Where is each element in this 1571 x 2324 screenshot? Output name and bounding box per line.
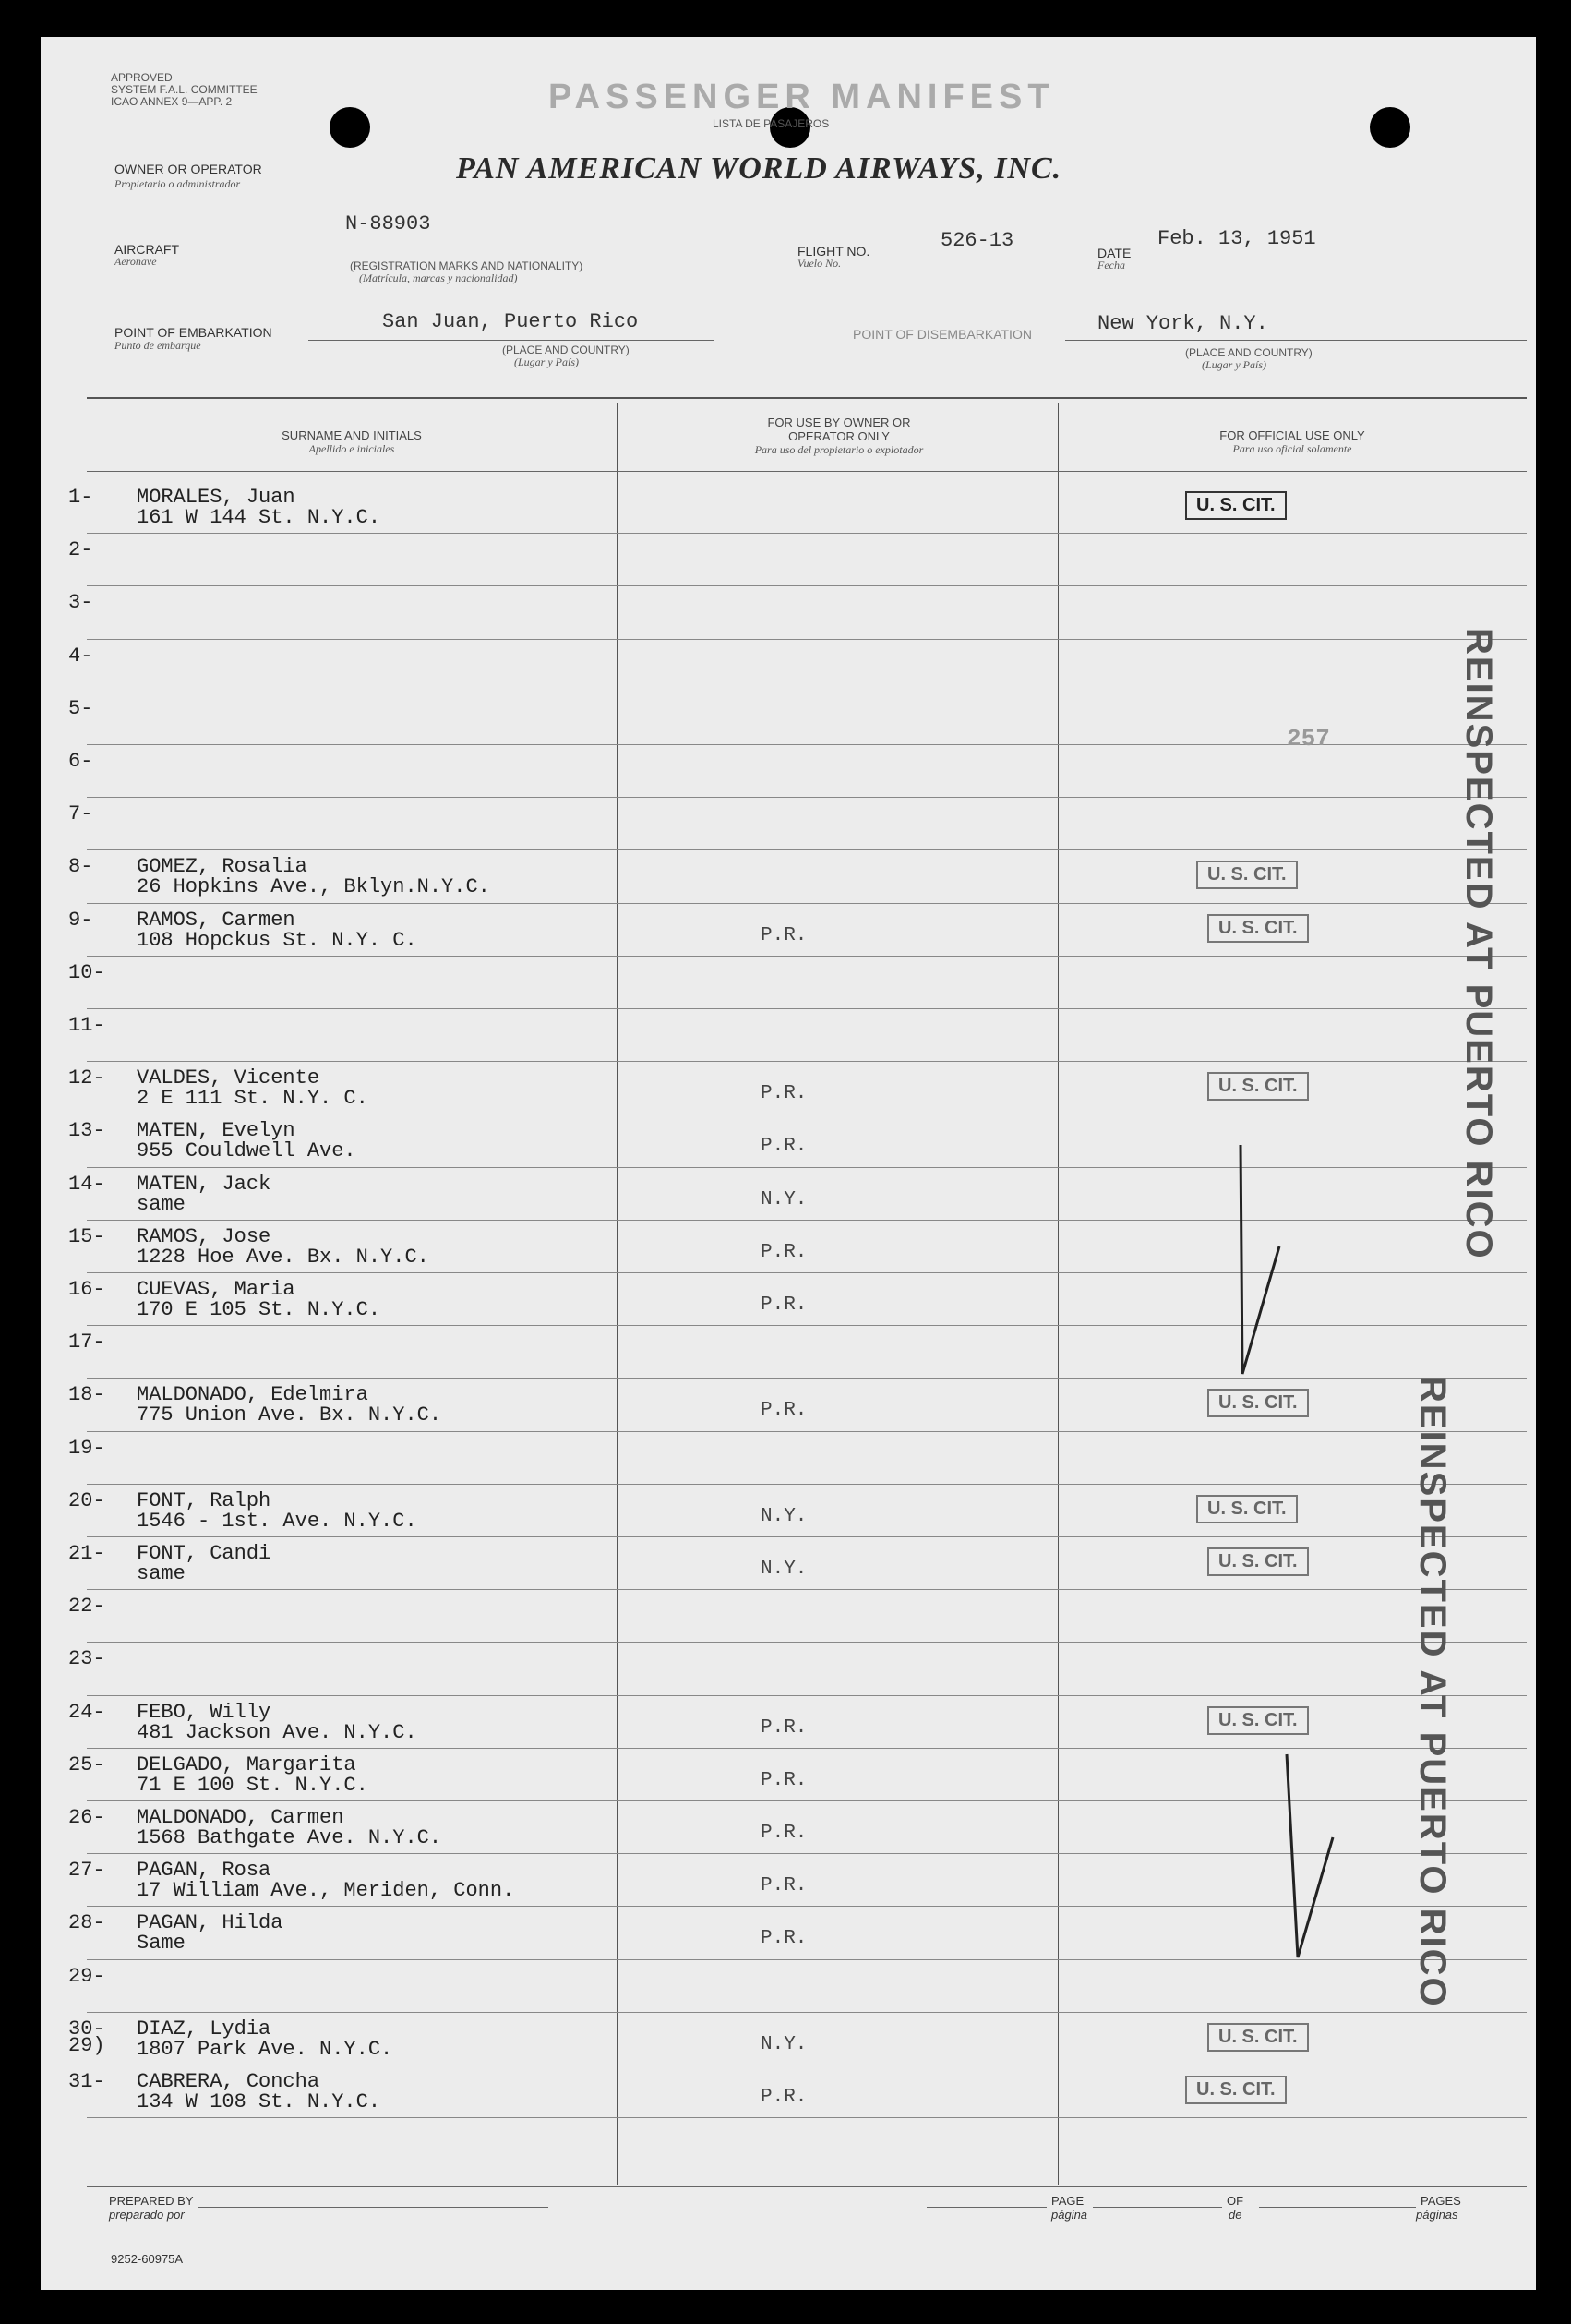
passenger-name: DELGADO, Margarita (137, 1752, 356, 1776)
form-number: 9252-60975A (111, 2252, 184, 2266)
row-number: 17- (68, 1331, 105, 1355)
owner-label-es: Propietario o administrador (114, 177, 241, 190)
passenger-address: 26 Hopkins Ave., Bklyn.N.Y.C. (137, 875, 490, 899)
us-citizen-stamp: U. S. CIT. (1185, 2076, 1287, 2104)
row-rule (87, 797, 1527, 798)
passenger-name: MATEN, Jack (137, 1172, 271, 1196)
header-bottom-rule (87, 471, 1527, 472)
row-number: 2- (68, 538, 93, 562)
row-rule (87, 639, 1527, 640)
prepared-by-label-es: preparado por (109, 2208, 185, 2222)
date-value: Feb. 13, 1951 (1157, 227, 1316, 250)
embark-label: POINT OF EMBARKATION (114, 325, 272, 340)
passenger-name: FONT, Candi (137, 1542, 271, 1565)
passenger-address: 1568 Bathgate Ave. N.Y.C. (137, 1826, 442, 1849)
row-number: 24- (68, 1700, 105, 1724)
row-rule (87, 1378, 1527, 1379)
row-rule (87, 956, 1527, 957)
owner-note: P.R. (761, 924, 808, 946)
approval-block (111, 72, 258, 108)
passenger-name: FONT, Ralph (137, 1488, 271, 1512)
passenger-address: 134 W 108 St. N.Y.C. (137, 2090, 381, 2113)
us-citizen-stamp: U. S. CIT. (1207, 1072, 1309, 1101)
disembark-hint-es: (Lugar y País) (1202, 358, 1266, 371)
row-rule (87, 1325, 1527, 1326)
owner-note: P.R. (761, 1716, 808, 1739)
passenger-name: GOMEZ, Rosalia (137, 855, 307, 879)
punch-hole (1370, 107, 1410, 148)
row-number: 13- (68, 1119, 105, 1143)
row-rule (87, 1695, 1527, 1696)
passenger-name: MALDONADO, Edelmira (137, 1383, 368, 1407)
row-rule (87, 1589, 1527, 1590)
owner-note: N.Y. (761, 1559, 808, 1580)
prepared-by-line (198, 2207, 548, 2208)
aircraft-label: AIRCRAFT (114, 242, 179, 257)
row-number: 9- (68, 908, 93, 932)
row-rule (87, 2012, 1527, 2013)
approval-line: ICAO ANNEX 9—APP. 2 (111, 95, 233, 108)
embark-line (308, 340, 714, 341)
us-citizen-stamp: U. S. CIT. (1207, 1389, 1309, 1417)
us-citizen-stamp: U. S. CIT. (1207, 2023, 1309, 2052)
flight-label: FLIGHT NO. (797, 244, 870, 259)
row-number: 6- (68, 750, 93, 773)
owner-note: N.Y. (761, 1505, 808, 1527)
manifest-title-es: LISTA DE PASAJEROS (713, 117, 830, 130)
pages-label-es: páginas (1416, 2208, 1458, 2222)
us-citizen-stamp: U. S. CIT. (1207, 1706, 1309, 1735)
embark-hint: (PLACE AND COUNTRY) (502, 343, 630, 356)
row-number: 5- (68, 696, 93, 720)
us-citizen-stamp: U. S. CIT. (1196, 1495, 1298, 1523)
row-number: 11- (68, 1014, 105, 1037)
row-rule (87, 533, 1527, 534)
page-label-es: página (1051, 2208, 1088, 2222)
disembark-hint: (PLACE AND COUNTRY) (1185, 346, 1313, 359)
row-number: 29- (68, 1964, 105, 1988)
date-label: DATE (1097, 246, 1132, 260)
embark-label-es: Punto de embarque (114, 339, 201, 352)
row-rule (87, 1484, 1527, 1485)
of-label-es: de (1229, 2208, 1242, 2222)
row-number: 23- (68, 1647, 105, 1671)
date-label-es: Fecha (1097, 259, 1125, 271)
airline-name: PAN AMERICAN WORLD AIRWAYS, INC. (456, 151, 1062, 186)
check-mark (1222, 1126, 1296, 1385)
owner-note: P.R. (761, 1294, 808, 1316)
row-number: 30- 29) (68, 2017, 105, 2057)
row-rule (87, 903, 1527, 904)
us-citizen-stamp: U. S. CIT. (1185, 491, 1287, 520)
passenger-address: 2 E 111 St. N.Y. C. (137, 1087, 368, 1111)
check-mark (1268, 1745, 1342, 1976)
row-number: 10- (68, 960, 105, 984)
row-number: 1- (68, 486, 93, 509)
row-rule (87, 1536, 1527, 1537)
row-number: 22- (68, 1595, 105, 1619)
row-number: 12- (68, 1066, 105, 1090)
passenger-name: DIAZ, Lydia (137, 2017, 271, 2041)
passenger-address: 170 E 105 St. N.Y.C. (137, 1298, 381, 1321)
row-number: 25- (68, 1752, 105, 1776)
approval-line: SYSTEM F.A.L. COMMITTEE (111, 83, 258, 96)
prepared-by-label: PREPARED BY (109, 2194, 194, 2208)
passenger-address: 161 W 144 St. N.Y.C. (137, 506, 381, 529)
punch-hole (330, 107, 370, 148)
owner-label: OWNER OR OPERATOR (114, 162, 262, 176)
us-citizen-stamp: U. S. CIT. (1207, 1547, 1309, 1576)
row-rule (87, 1167, 1527, 1168)
page-label: PAGE (1051, 2194, 1085, 2208)
passenger-name: CUEVAS, Maria (137, 1278, 295, 1301)
row-number: 4- (68, 644, 93, 668)
passenger-address: 1228 Hoe Ave. Bx. N.Y.C. (137, 1245, 429, 1269)
row-rule (87, 2117, 1527, 2118)
disembark-label: POINT OF DISEMBARKATION (853, 327, 1032, 342)
row-number: 14- (68, 1172, 105, 1196)
approval-line: APPROVED (111, 71, 173, 84)
passenger-address: 775 Union Ave. Bx. N.Y.C. (137, 1403, 442, 1427)
row-number: 20- (68, 1488, 105, 1512)
passenger-address: Same (137, 1932, 186, 1956)
aircraft-label-es: Aeronave (114, 255, 157, 268)
row-rule (87, 1220, 1527, 1221)
passenger-name: PAGAN, Rosa (137, 1859, 271, 1883)
of-label: OF (1227, 2194, 1244, 2208)
us-citizen-stamp: U. S. CIT. (1207, 914, 1309, 943)
column-header-official (1058, 428, 1527, 456)
aircraft-hint: (REGISTRATION MARKS AND NATIONALITY) (350, 259, 583, 272)
row-rule (87, 849, 1527, 850)
row-number: 26- (68, 1806, 105, 1829)
column-divider-2 (1058, 403, 1059, 2185)
owner-note: P.R. (761, 1769, 808, 1791)
row-rule (87, 1061, 1527, 1062)
passenger-address: 108 Hopckus St. N.Y. C. (137, 928, 417, 952)
passenger-address: same (137, 1562, 186, 1585)
row-number: 19- (68, 1436, 105, 1460)
row-number: 21- (68, 1542, 105, 1565)
owner-note: P.R. (761, 1136, 808, 1158)
row-rule (87, 585, 1527, 586)
row-rule (87, 1272, 1527, 1273)
passenger-name: CABRERA, Concha (137, 2070, 320, 2093)
reinspected-stamp: REINSPECTED AT PUERTO RICO (1458, 628, 1499, 1260)
passenger-address: 481 Jackson Ave. N.Y.C. (137, 1720, 417, 1744)
passenger-address: 1807 Park Ave. N.Y.C. (137, 2037, 393, 2061)
row-rule (87, 1431, 1527, 1432)
row-number: 27- (68, 1859, 105, 1883)
passenger-name: MORALES, Juan (137, 486, 295, 509)
reinspected-stamp: REINSPECTED AT PUERTO RICO (1412, 1376, 1453, 2008)
passenger-name: MALDONADO, Carmen (137, 1806, 344, 1829)
aircraft-value: N-88903 (345, 212, 431, 235)
row-number: 31- (68, 2070, 105, 2093)
flight-value: 526-13 (941, 229, 1014, 252)
column-header-label: FOR OFFICIAL USE ONLY (1219, 428, 1365, 442)
manifest-page (41, 37, 1536, 2290)
owner-note: P.R. (761, 1083, 808, 1105)
passenger-name: RAMOS, Carmen (137, 908, 295, 932)
margin-note: 257 (1287, 725, 1330, 753)
column-divider-1 (617, 403, 618, 2185)
owner-note: P.R. (761, 1928, 808, 1950)
passenger-address: 1546 - 1st. Ave. N.Y.C. (137, 1509, 417, 1533)
column-header-label: SURNAME AND INITIALS (282, 428, 422, 442)
owner-note: P.R. (761, 1241, 808, 1263)
row-rule (87, 1008, 1527, 1009)
passenger-name: PAGAN, Hilda (137, 1911, 283, 1935)
row-number: 16- (68, 1278, 105, 1301)
column-header-owner (751, 415, 927, 457)
pages-line (1259, 2207, 1416, 2208)
row-number: 7- (68, 802, 93, 826)
table-top-rule (87, 397, 1527, 399)
pages-label: PAGES (1421, 2194, 1461, 2208)
disembark-value: New York, N.Y. (1097, 312, 1268, 335)
row-number: 18- (68, 1383, 105, 1407)
of-line (1093, 2207, 1222, 2208)
footer-rule (87, 2186, 1527, 2187)
row-number: 15- (68, 1224, 105, 1248)
embark-hint-es: (Lugar y País) (514, 355, 579, 368)
us-citizen-stamp: U. S. CIT. (1196, 861, 1298, 889)
embark-value: San Juan, Puerto Rico (382, 310, 639, 333)
column-header-label: FOR USE BY OWNER OR OPERATOR ONLY (767, 415, 911, 443)
passenger-address: 71 E 100 St. N.Y.C. (137, 1773, 368, 1797)
column-header-label-es: Para uso oficial solamente (1232, 442, 1352, 455)
passenger-address: same (137, 1192, 186, 1216)
passenger-name: VALDES, Vicente (137, 1066, 320, 1090)
aircraft-hint-es: (Matrícula, marcas y nacionalidad) (359, 271, 518, 284)
passenger-address: 17 William Ave., Meriden, Conn. (137, 1879, 515, 1903)
owner-note: P.R. (761, 1400, 808, 1422)
passenger-address: 955 Couldwell Ave. (137, 1139, 356, 1163)
disembark-line (1065, 340, 1527, 341)
manifest-title: PASSENGER MANIFEST (548, 78, 1055, 116)
owner-note: N.Y. (761, 1188, 808, 1210)
row-number: 28- (68, 1911, 105, 1935)
passenger-name: RAMOS, Jose (137, 1224, 271, 1248)
owner-note: N.Y. (761, 2033, 808, 2055)
page-line (927, 2207, 1047, 2208)
column-header-label-es: Apellido e iniciales (308, 442, 395, 455)
row-number: 3- (68, 591, 93, 615)
owner-note: P.R. (761, 2087, 808, 2108)
row-number: 8- (68, 855, 93, 879)
flight-label-es: Vuelo No. (797, 257, 842, 270)
column-header-surname (87, 428, 617, 456)
passenger-name: FEBO, Willy (137, 1700, 271, 1724)
owner-note: P.R. (761, 1823, 808, 1844)
owner-note: P.R. (761, 1875, 808, 1897)
row-rule (87, 1642, 1527, 1643)
column-header-label-es: Para uso del propietario o explotador (754, 443, 924, 456)
passenger-name: MATEN, Evelyn (137, 1119, 295, 1143)
